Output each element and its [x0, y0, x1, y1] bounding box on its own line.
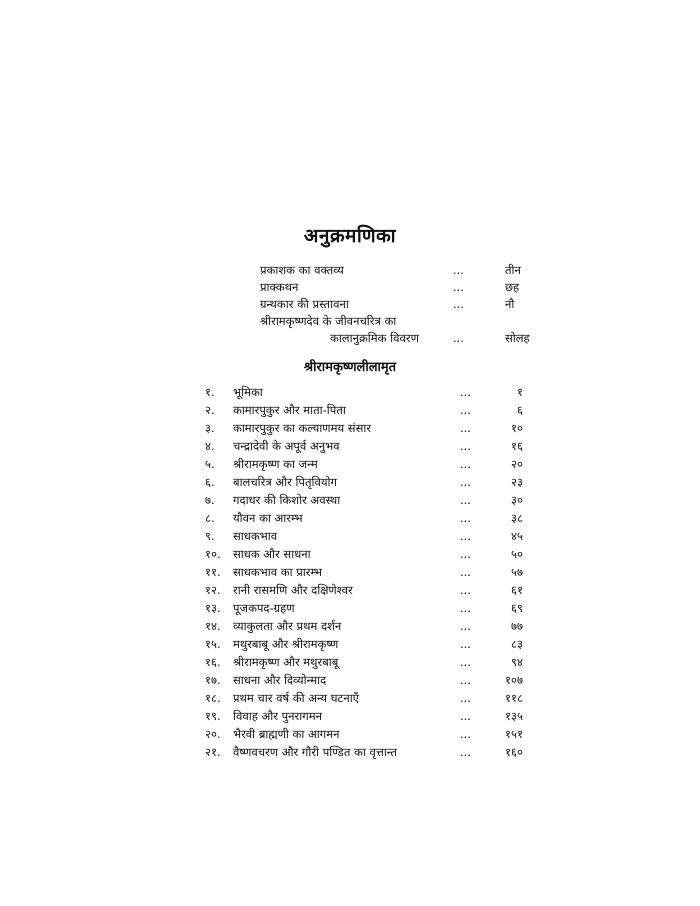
chapter-number: ६. — [205, 475, 215, 489]
chapter-page: ७७ — [511, 619, 523, 633]
chapter-list — [205, 383, 535, 761]
chapter-entry — [205, 725, 535, 743]
chapter-entry — [205, 671, 535, 689]
front-matter-entry — [260, 262, 540, 279]
entry-leader: ... — [460, 637, 471, 651]
entry-leader: ... — [460, 457, 471, 471]
entry-leader: ... — [460, 583, 471, 597]
chapter-page: २३ — [511, 475, 523, 489]
chapter-number: १८. — [205, 691, 221, 705]
chapter-page: १६० — [505, 745, 523, 759]
chapter-entry — [205, 581, 535, 599]
chapter-title: श्रीरामकृष्ण और मथुरबाबू — [233, 655, 339, 669]
entry-leader: ... — [460, 673, 471, 687]
entry-leader: ... — [460, 403, 471, 417]
front-matter-entry — [260, 313, 540, 330]
front-matter-entry — [260, 279, 540, 296]
chapter-page: ५० — [511, 547, 523, 561]
chapter-title: कामारपुकुर और माता-पिता — [233, 403, 346, 417]
chapter-page: ४५ — [511, 529, 523, 543]
chapter-page: ९४ — [511, 655, 523, 669]
chapter-entry — [205, 653, 535, 671]
chapter-page: १०७ — [505, 673, 523, 687]
chapter-entry — [205, 455, 535, 473]
chapter-title: मथुरबाबू और श्रीरामकृष्ण — [233, 637, 339, 651]
chapter-page: ३८ — [511, 511, 523, 525]
chapter-page: १५१ — [505, 727, 523, 741]
chapter-number: १५. — [205, 637, 221, 651]
entry-leader: ... — [460, 601, 471, 615]
chapter-page: ११८ — [505, 691, 523, 705]
chapter-number: ११. — [205, 565, 221, 579]
entry-leader: ... — [460, 475, 471, 489]
chapter-title: रानी रासमणि और दक्षिणेश्वर — [233, 583, 353, 597]
chapter-entry — [205, 419, 535, 437]
chapter-entry — [205, 707, 535, 725]
chapter-entry — [205, 635, 535, 653]
chapter-page: ३० — [511, 493, 523, 507]
chapter-number: ९. — [205, 529, 215, 543]
chapter-page: ८३ — [511, 637, 523, 651]
chapter-page: १० — [511, 421, 523, 435]
entry-title: प्राक्कथन — [260, 280, 299, 294]
chapter-number: १७. — [205, 673, 221, 687]
chapter-title: श्रीरामकृष्ण का जन्म — [233, 457, 318, 471]
chapter-number: १३. — [205, 601, 221, 615]
chapter-page: ५७ — [511, 565, 523, 579]
entry-title: श्रीरामकृष्णदेव के जीवनचरित्र का — [260, 314, 397, 328]
front-matter-entry — [260, 296, 540, 313]
entry-leader: ... — [460, 511, 471, 525]
chapter-page: ६ — [517, 403, 523, 417]
entry-leader: ... — [453, 263, 464, 277]
chapter-number: १०. — [205, 547, 221, 561]
chapter-number: १४. — [205, 619, 221, 633]
entry-leader: ... — [453, 297, 464, 311]
entry-leader: ... — [460, 493, 471, 507]
chapter-page: २० — [511, 457, 523, 471]
chapter-title: साधक और साधना — [233, 547, 311, 561]
chapter-number: ५. — [205, 457, 215, 471]
chapter-title: प्रथम चार वर्ष की अन्य घटनाएँ — [233, 691, 360, 705]
chapter-title: साधकभाव — [233, 529, 278, 543]
entry-page: तीन — [505, 263, 521, 277]
front-matter-entry — [260, 330, 540, 347]
chapter-entry — [205, 617, 535, 635]
entry-leader: ... — [453, 331, 464, 345]
chapter-title: साधना और दिव्योन्माद — [233, 673, 327, 687]
entry-leader: ... — [460, 709, 471, 723]
entry-page: सोलह — [505, 331, 530, 345]
front-matter-list — [260, 262, 540, 347]
chapter-entry — [205, 545, 535, 563]
chapter-number: १६. — [205, 655, 221, 669]
chapter-number: १९. — [205, 709, 221, 723]
chapter-title: पूजकपद-ग्रहण — [233, 601, 295, 615]
entry-leader: ... — [460, 385, 471, 399]
chapter-title: भैरवी ब्राह्मणी का आगमन — [233, 727, 340, 741]
chapter-entry — [205, 491, 535, 509]
entry-leader: ... — [460, 691, 471, 705]
chapter-entry — [205, 509, 535, 527]
chapter-title: साधकभाव का प्रारम्भ — [233, 565, 322, 579]
chapter-number: ४. — [205, 439, 215, 453]
chapter-entry — [205, 743, 535, 761]
entry-leader: ... — [460, 421, 471, 435]
entry-leader: ... — [453, 280, 464, 294]
chapter-page: १६ — [511, 439, 523, 453]
chapter-entry — [205, 437, 535, 455]
chapter-entry — [205, 563, 535, 581]
chapter-title: भूमिका — [233, 385, 263, 399]
section-heading: श्रीरामकृष्णलीलामृत — [303, 360, 397, 375]
chapter-number: १२. — [205, 583, 221, 597]
chapter-title: वैष्णवचरण और गौरी पण्डित का वृत्तान्त — [233, 745, 397, 759]
entry-title: ग्रन्थकार की प्रस्तावना — [260, 297, 349, 311]
chapter-entry — [205, 383, 535, 401]
chapter-page: १३५ — [505, 709, 523, 723]
entry-leader: ... — [460, 565, 471, 579]
chapter-page: ६९ — [511, 601, 523, 615]
chapter-number: ८. — [205, 511, 215, 525]
entry-leader: ... — [460, 655, 471, 669]
chapter-entry — [205, 473, 535, 491]
chapter-title: गदाधर की किशोर अवस्था — [233, 493, 341, 507]
chapter-number: २१. — [205, 745, 221, 759]
entry-leader: ... — [460, 439, 471, 453]
chapter-page: १ — [517, 385, 523, 399]
chapter-title: बालचरित्र और पितृवियोग — [233, 475, 338, 489]
chapter-entry — [205, 599, 535, 617]
chapter-page: ६१ — [511, 583, 523, 597]
entry-page: छह — [505, 280, 520, 294]
chapter-title: व्याकुलता और प्रथम दर्शन — [233, 619, 342, 633]
entry-leader: ... — [460, 619, 471, 633]
chapter-title: कामारपुकुर का कल्याणमय संसार — [233, 421, 372, 435]
chapter-title: यौवन का आरम्भ — [233, 511, 303, 525]
chapter-title: विवाह और पुनरागमन — [233, 709, 322, 723]
chapter-entry — [205, 527, 535, 545]
page-title: अनुक्रमणिका — [303, 225, 397, 247]
chapter-number: २०. — [205, 727, 221, 741]
entry-leader: ... — [460, 727, 471, 741]
entry-page: नौ — [505, 297, 515, 311]
entry-leader: ... — [460, 529, 471, 543]
chapter-entry — [205, 689, 535, 707]
entry-title: प्रकाशक का वक्तव्य — [260, 263, 344, 277]
entry-title: कालानुक्रमिक विवरण — [330, 331, 419, 345]
entry-leader: ... — [460, 745, 471, 759]
chapter-number: २. — [205, 403, 215, 417]
entry-leader: ... — [460, 547, 471, 561]
chapter-number: ३. — [205, 421, 215, 435]
chapter-entry — [205, 401, 535, 419]
chapter-number: १. — [205, 385, 215, 399]
chapter-title: चन्द्रादेवी के अपूर्व अनुभव — [233, 439, 340, 453]
chapter-number: ७. — [205, 493, 215, 507]
